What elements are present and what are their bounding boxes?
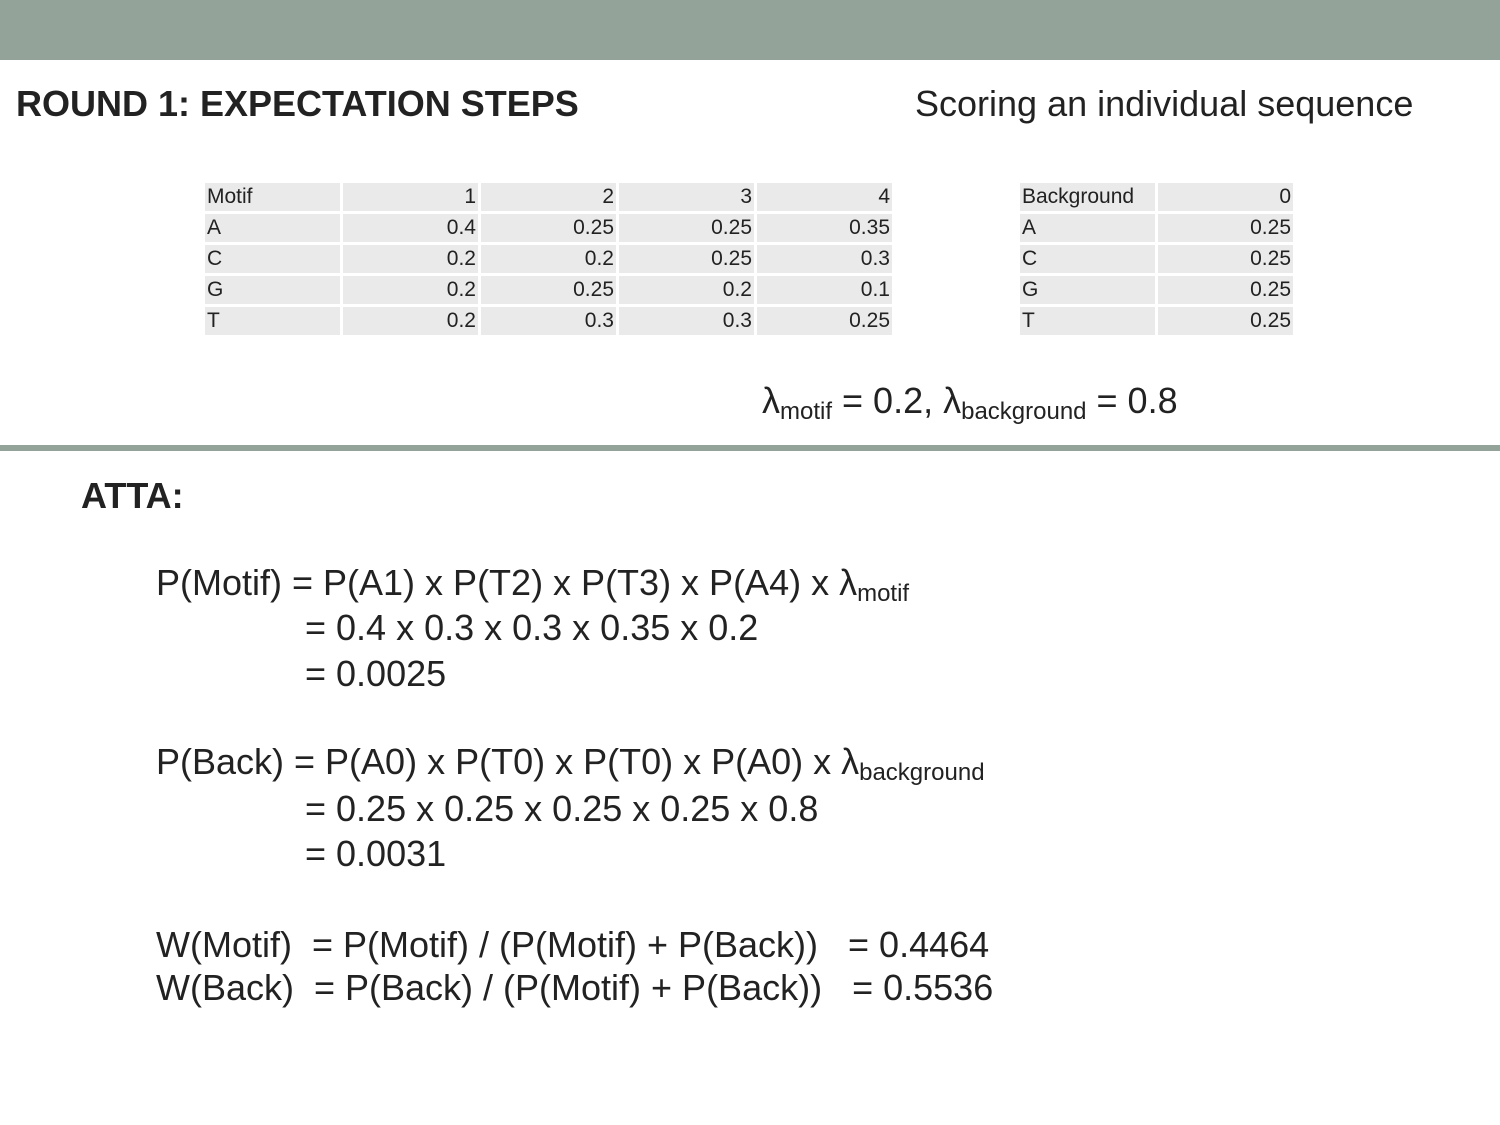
w-back-formula: W(Back) = P(Back) / (P(Motif) + P(Back)) = 0.5536	[156, 967, 994, 1008]
motif-probability-table	[202, 180, 895, 338]
table-cell: 0.25	[619, 214, 754, 242]
table-cell: Background	[1020, 183, 1155, 211]
table-header-row	[205, 183, 892, 211]
table-cell: 0.4	[343, 214, 478, 242]
p-back-subscript: background	[859, 759, 985, 786]
table-row	[205, 245, 892, 273]
table-cell: 0.25	[757, 307, 892, 335]
lambda-motif-value: = 0.2,	[832, 380, 944, 421]
p-back-line1: P(Back) = P(A0) x P(T0) x P(T0) x P(A0) x λ	[156, 741, 860, 782]
table-cell: 0	[1158, 183, 1293, 211]
table-cell: 4	[757, 183, 892, 211]
table-cell: 0.2	[481, 245, 616, 273]
lambda-values	[762, 378, 1178, 424]
lambda-motif-subscript: motif	[780, 398, 833, 425]
table-cell: G	[1020, 276, 1155, 304]
lambda-background-value: = 0.8	[1086, 380, 1178, 421]
table-cell: 0.1	[757, 276, 892, 304]
table-cell: 0.2	[343, 307, 478, 335]
p-motif-subscript: motif	[857, 580, 910, 607]
table-cell: T	[1020, 307, 1155, 335]
background-probability-table	[1017, 180, 1296, 338]
table-cell: 0.35	[757, 214, 892, 242]
slide-title: ROUND 1: EXPECTATION STEPS	[16, 83, 579, 124]
table-cell: 0.3	[481, 307, 616, 335]
table-cell: 2	[481, 183, 616, 211]
table-cell: 3	[619, 183, 754, 211]
p-back-line2: = 0.25 x 0.25 x 0.25 x 0.25 x 0.8	[305, 788, 819, 829]
w-motif-formula: W(Motif) = P(Motif) / (P(Motif) + P(Back)) = 0.4464	[156, 924, 990, 965]
table-cell: 0.25	[1158, 276, 1293, 304]
table-cell: 0.3	[619, 307, 754, 335]
p-motif-line2: = 0.4 x 0.3 x 0.3 x 0.35 x 0.2	[305, 607, 759, 648]
table-header-row	[1020, 183, 1293, 211]
table-cell: 0.2	[343, 276, 478, 304]
lambda-symbol: λ	[943, 380, 962, 421]
table-row	[1020, 276, 1293, 304]
table-cell: 0.25	[619, 245, 754, 273]
table-row	[1020, 214, 1293, 242]
slide-subtitle: Scoring an individual sequence	[915, 83, 1414, 124]
p-motif-formula	[156, 561, 909, 605]
table-cell: G	[205, 276, 340, 304]
table-cell: 0.25	[1158, 307, 1293, 335]
section-divider	[0, 445, 1500, 451]
sequence-label: ATTA:	[81, 475, 184, 516]
lambda-background-subscript: background	[961, 398, 1087, 425]
table-row	[1020, 245, 1293, 273]
table-cell: C	[1020, 245, 1155, 273]
table-cell: 0.2	[343, 245, 478, 273]
table-row	[205, 307, 892, 335]
top-banner	[0, 0, 1500, 60]
table-cell: 0.25	[1158, 245, 1293, 273]
table-row	[205, 276, 892, 304]
table-cell: A	[205, 214, 340, 242]
table-cell: T	[205, 307, 340, 335]
table-cell: 0.25	[1158, 214, 1293, 242]
p-motif-line1: P(Motif) = P(A1) x P(T2) x P(T3) x P(A4) x λ	[156, 562, 858, 603]
table-cell: Motif	[205, 183, 340, 211]
table-cell: 0.25	[481, 214, 616, 242]
p-back-formula	[156, 740, 985, 784]
table-cell: C	[205, 245, 340, 273]
p-back-result: = 0.0031	[305, 833, 447, 874]
table-row	[205, 214, 892, 242]
table-cell: 0.25	[481, 276, 616, 304]
table-cell: 0.3	[757, 245, 892, 273]
table-row	[1020, 307, 1293, 335]
lambda-symbol: λ	[762, 380, 780, 421]
table-cell: A	[1020, 214, 1155, 242]
table-cell: 0.2	[619, 276, 754, 304]
table-cell: 1	[343, 183, 478, 211]
p-motif-result: = 0.0025	[305, 653, 447, 694]
